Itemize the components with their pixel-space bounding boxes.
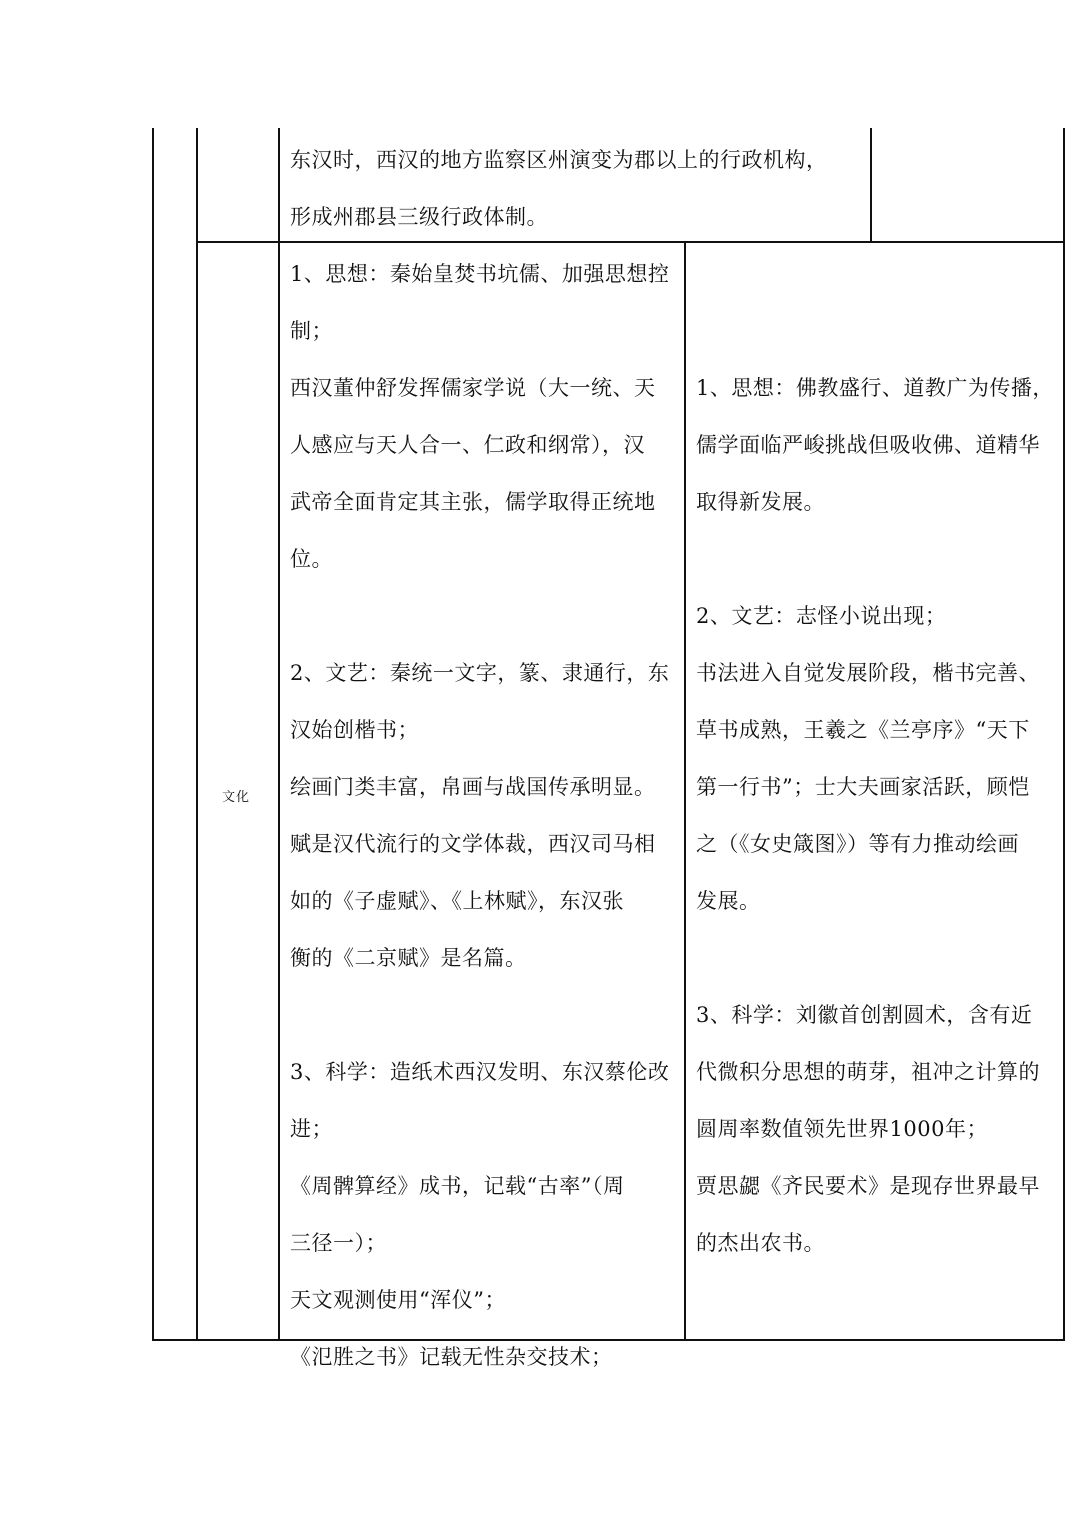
- culture-left-line: 3、科学：造纸术西汉发明、东汉蔡伦改: [290, 1060, 670, 1084]
- culture-left-line: 制；: [290, 319, 333, 343]
- culture-left-line: [290, 588, 669, 645]
- table-border-col-top-right: [870, 128, 872, 243]
- culture-col-left: [290, 246, 669, 1386]
- culture-right-line: 之（《女史箴图》）等有力推动绘画: [696, 832, 1019, 856]
- culture-right-line: [696, 930, 1054, 987]
- culture-left-line: 2、文艺：秦统一文字，篆、隶通行，东: [290, 661, 670, 685]
- culture-left-line: 天文观测使用“浑仪”；: [290, 1288, 506, 1312]
- culture-right-line: 2、文艺：志怪小说出现；: [696, 604, 947, 628]
- table-border-col-culture-mid: [684, 242, 686, 1341]
- top-row-cell: [290, 132, 828, 246]
- top-row-line: 形成州郡县三级行政体制。: [290, 205, 548, 229]
- culture-left-line: 位。: [290, 547, 333, 571]
- culture-left-line: 人感应与天人合一、仁政和纲常），汉: [290, 433, 645, 457]
- culture-left-line: [290, 987, 669, 1044]
- culture-right-line: 书法进入自觉发展阶段，楷书完善、: [696, 661, 1040, 685]
- culture-right-line: 圆周率数值领先世界1000年；: [696, 1117, 988, 1141]
- culture-left-line: 赋是汉代流行的文学体裁，西汉司马相: [290, 832, 656, 856]
- culture-left-line: 衡的《二京赋》是名篇。: [290, 946, 527, 970]
- culture-left-line: 如的《子虚赋》、《上林赋》，东汉张: [290, 889, 624, 913]
- table-border-col-2: [196, 128, 198, 1341]
- culture-right-line: 贾思勰《齐民要术》是现存世界最早: [696, 1174, 1040, 1198]
- culture-row-label: 文化: [222, 790, 251, 805]
- culture-col-right: [696, 360, 1054, 1272]
- table-border-outer-left: [152, 128, 154, 1341]
- culture-right-line: 代微积分思想的萌芽，祖冲之计算的: [696, 1060, 1040, 1084]
- culture-left-line: 绘画门类丰富，帛画与战国传承明显。: [290, 775, 656, 799]
- culture-left-line: 进；: [290, 1117, 333, 1141]
- culture-right-line: 发展。: [696, 889, 761, 913]
- culture-left-line: 《氾胜之书》记载无性杂交技术；: [290, 1345, 613, 1369]
- culture-right-line: 儒学面临严峻挑战但吸收佛、道精华: [696, 433, 1040, 457]
- culture-right-line: [696, 531, 1054, 588]
- culture-left-line: 武帝全面肯定其主张，儒学取得正统地: [290, 490, 656, 514]
- table-border-col-3: [278, 128, 280, 1341]
- culture-left-line: 1、思想：秦始皇焚书坑儒、加强思想控: [290, 262, 670, 286]
- culture-right-line: 第一行书”；士大夫画家活跃，顾恺: [696, 775, 1030, 799]
- table-border-outer-right: [1063, 128, 1065, 1341]
- culture-left-line: 三径一）；: [290, 1231, 387, 1255]
- culture-left-line: 《周髀算经》成书，记载“古率”（周: [290, 1174, 625, 1198]
- culture-right-line: 的杰出农书。: [696, 1231, 825, 1255]
- culture-right-line: 1、思想：佛教盛行、道教广为传播，: [696, 376, 1054, 400]
- culture-left-line: 西汉董仲舒发挥儒家学说（大一统、天: [290, 376, 656, 400]
- top-row-line: 东汉时，西汉的地方监察区州演变为郡以上的行政机构，: [290, 148, 828, 172]
- culture-left-line: 汉始创楷书；: [290, 718, 419, 742]
- culture-right-line: 草书成熟，王羲之《兰亭序》“天下: [696, 718, 1030, 742]
- culture-right-line: 3、科学：刘徽首创割圆术，含有近: [696, 1003, 1033, 1027]
- culture-right-line: 取得新发展。: [696, 490, 825, 514]
